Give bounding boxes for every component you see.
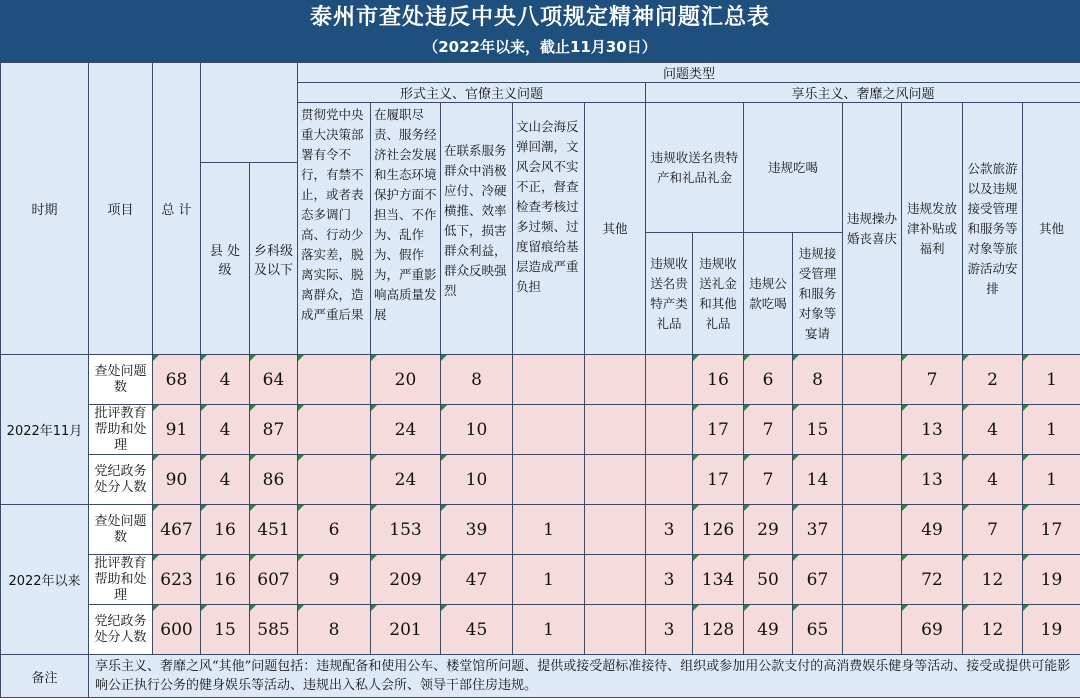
header-formalism: 形式主义、官僚主义问题 (298, 83, 646, 103)
table-row (1, 605, 1080, 655)
cell-f3: 8 (441, 355, 513, 405)
item-label: 查处问题数 (89, 355, 153, 405)
cell-f4: 1 (513, 605, 585, 655)
cell-wed (843, 505, 902, 555)
cell-sub: 69 (902, 605, 963, 655)
cell-f1 (298, 355, 371, 405)
cell-township: 86 (250, 455, 298, 505)
cell-county: 4 (201, 355, 250, 405)
cell-e1: 7 (744, 405, 793, 455)
cell-wed (843, 555, 902, 605)
note-text: 享乐主义、奢靡之风“其他”问题包括：违规配备和使用公车、楼堂馆所问题、提供或接受超标准接待、组织或参加用公款支付的高消费娱乐健身等活动、接受或提供可能影响公正执行公务的健身娱乐等活动、违规出入私人会所、领导干部住房违规。 (89, 655, 1080, 698)
cell-wed (843, 455, 902, 505)
cell-total: 68 (153, 355, 201, 405)
cell-total: 467 (153, 505, 201, 555)
cell-f3: 47 (441, 555, 513, 605)
header-item: 项目 (89, 63, 153, 355)
cell-f5 (585, 505, 646, 555)
cell-f3: 10 (441, 405, 513, 455)
cell-sub: 13 (902, 405, 963, 455)
header-total: 总 计 (153, 63, 201, 355)
cell-trv: 2 (963, 355, 1023, 405)
cell-g2: 17 (693, 455, 744, 505)
header-wedding: 违规操办婚丧喜庆 (843, 103, 902, 355)
cell-county: 15 (201, 605, 250, 655)
table-row (1, 455, 1080, 505)
cell-sub: 72 (902, 555, 963, 605)
cell-g2: 126 (693, 505, 744, 555)
cell-total: 91 (153, 405, 201, 455)
cell-f4 (513, 355, 585, 405)
cell-f5 (585, 455, 646, 505)
header-county: 县 处 级 (201, 163, 250, 355)
cell-total: 623 (153, 555, 201, 605)
cell-trv: 4 (963, 405, 1023, 455)
cell-f5 (585, 405, 646, 455)
cell-g2: 128 (693, 605, 744, 655)
cell-e1: 50 (744, 555, 793, 605)
cell-e1: 29 (744, 505, 793, 555)
item-label: 党纪政务处分人数 (89, 605, 153, 655)
header-township: 乡科级及以下 (250, 163, 298, 355)
cell-f1: 8 (298, 605, 371, 655)
cell-f2: 153 (371, 505, 441, 555)
cell-f2: 20 (371, 355, 441, 405)
cell-g1: 3 (646, 505, 693, 555)
cell-f2: 201 (371, 605, 441, 655)
cell-sub: 13 (902, 455, 963, 505)
table-row (1, 355, 1080, 405)
header-formalism-1: 贯彻党中央重大决策部署有令不行，有禁不止，或者表态多调门高、行动少落实差，脱离实际、脱离群众，造成严重后果 (298, 103, 371, 355)
cell-f2: 209 (371, 555, 441, 605)
cell-e1: 6 (744, 355, 793, 405)
cell-township: 607 (250, 555, 298, 605)
cell-sub: 49 (902, 505, 963, 555)
cell-f3: 10 (441, 455, 513, 505)
item-label: 批评教育帮助和处理 (89, 405, 153, 455)
cell-g1: 3 (646, 555, 693, 605)
cell-f5 (585, 555, 646, 605)
table-title: 泰州市查处违反中央八项规定精神问题汇总表 (0, 0, 1080, 36)
cell-f5 (585, 605, 646, 655)
cell-county: 16 (201, 505, 250, 555)
data-rows (1, 355, 1080, 655)
cell-county: 4 (201, 405, 250, 455)
header-eat-b: 违规接受管理和服务对象等宴请 (793, 233, 843, 355)
header-eat-a: 违规公款吃喝 (744, 233, 793, 355)
cell-g1: 3 (646, 605, 693, 655)
cell-f1 (298, 405, 371, 455)
header-hedonism: 享乐主义、奢靡之风问题 (646, 83, 1080, 103)
period-cell: 2022年以来 (1, 505, 89, 655)
cell-county: 16 (201, 555, 250, 605)
cell-total: 90 (153, 455, 201, 505)
cell-trv: 12 (963, 555, 1023, 605)
period-cell: 2022年11月 (1, 355, 89, 505)
header-formalism-3: 在联系服务群众中消极应付、冷硬横推、效率低下，损害群众利益，群众反映强烈 (441, 103, 513, 355)
header-period: 时期 (1, 63, 89, 355)
item-label: 查处问题数 (89, 505, 153, 555)
cell-g1 (646, 405, 693, 455)
cell-oth: 17 (1023, 505, 1080, 555)
cell-g1 (646, 455, 693, 505)
cell-f2: 24 (371, 405, 441, 455)
cell-e1: 7 (744, 455, 793, 505)
header-problem-type: 问题类型 (298, 63, 1080, 83)
cell-total: 600 (153, 605, 201, 655)
cell-wed (843, 605, 902, 655)
table-row (1, 505, 1080, 555)
cell-trv: 7 (963, 505, 1023, 555)
table-subtitle: （2022年以来，截止11月30日） (0, 36, 1080, 62)
cell-f5 (585, 355, 646, 405)
cell-e2: 65 (793, 605, 843, 655)
cell-trv: 12 (963, 605, 1023, 655)
header-formalism-other: 其他 (585, 103, 646, 355)
table-row (1, 405, 1080, 455)
cell-f4: 1 (513, 505, 585, 555)
header-hedonism-other: 其他 (1023, 103, 1080, 355)
cell-f1: 9 (298, 555, 371, 605)
cell-f1 (298, 455, 371, 505)
cell-township: 451 (250, 505, 298, 555)
cell-oth: 19 (1023, 555, 1080, 605)
cell-oth: 1 (1023, 455, 1080, 505)
cell-wed (843, 405, 902, 455)
item-label: 批评教育帮助和处理 (89, 555, 153, 605)
cell-township: 64 (250, 355, 298, 405)
cell-wed (843, 355, 902, 405)
cell-trv: 4 (963, 455, 1023, 505)
cell-g1 (646, 355, 693, 405)
cell-oth: 19 (1023, 605, 1080, 655)
cell-g2: 134 (693, 555, 744, 605)
cell-g2: 17 (693, 405, 744, 455)
item-label: 党纪政务处分人数 (89, 455, 153, 505)
header-subsidy: 违规发放津补贴或福利 (902, 103, 963, 355)
cell-f2: 24 (371, 455, 441, 505)
header-gift-b: 违规收送礼金和其他礼品 (693, 233, 744, 355)
header-gift-group: 违规收送名贵特产和礼品礼金 (646, 103, 744, 233)
table-row (1, 555, 1080, 605)
header-travel: 公款旅游以及违规接受管理和服务等对象等旅游活动安排 (963, 103, 1023, 355)
cell-sub: 7 (902, 355, 963, 405)
cell-county: 4 (201, 455, 250, 505)
header-eat-group: 违规吃喝 (744, 103, 843, 233)
cell-oth: 1 (1023, 355, 1080, 405)
cell-e2: 15 (793, 405, 843, 455)
cell-township: 585 (250, 605, 298, 655)
cell-e1: 49 (744, 605, 793, 655)
cell-township: 87 (250, 405, 298, 455)
header-gift-a: 违规收送名贵特产类礼品 (646, 233, 693, 355)
cell-f3: 39 (441, 505, 513, 555)
cell-e2: 14 (793, 455, 843, 505)
cell-f4 (513, 455, 585, 505)
cell-f4 (513, 405, 585, 455)
cell-f4: 1 (513, 555, 585, 605)
note-label: 备注 (1, 655, 89, 698)
cell-g2: 16 (693, 355, 744, 405)
header-formalism-2: 在履职尽责、服务经济社会发展和生态环境保护方面不担当、不作为、乱作为、假作为，严重影响高质量发展 (371, 103, 441, 355)
cell-e2: 67 (793, 555, 843, 605)
summary-table (0, 62, 1080, 698)
cell-e2: 37 (793, 505, 843, 555)
cell-f1: 6 (298, 505, 371, 555)
header-formalism-4: 文山会海反弹回潮，文风会风不实不正，督查检查考核过多过频、过度留痕给基层造成严重负担 (513, 103, 585, 355)
header-blank (201, 63, 298, 163)
cell-f3: 45 (441, 605, 513, 655)
cell-e2: 8 (793, 355, 843, 405)
cell-oth: 1 (1023, 405, 1080, 455)
